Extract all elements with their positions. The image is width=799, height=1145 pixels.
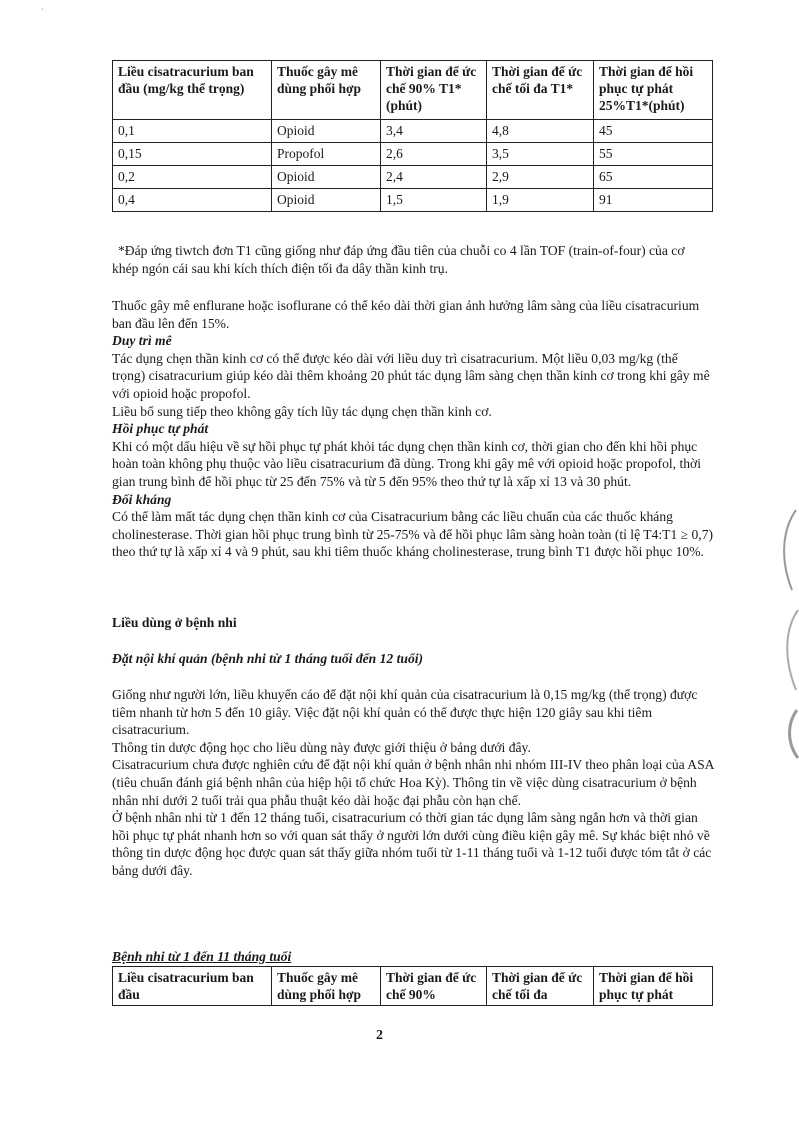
table-row [113,143,713,166]
table-cell: 0,1 [113,120,272,143]
footnote-block [112,242,714,277]
paragraph: Thông tin dược động học cho liều dùng này được giới thiệu ở bảng dưới đây. [112,739,531,755]
table-header-cell: Thời gian để ức chế tối đa [487,967,594,1006]
paragraph: Thuốc gây mê enflurane hoặc isoflurane có thể kéo dài thời gian ảnh hưởng lâm sàng của liều cisatracurium ban đầu lên đến 15%. [112,298,700,331]
table-header-cell: Thời gian để hồi phục tự phát [594,967,713,1006]
section-heading: Đối kháng [112,491,172,507]
paragraph: Khi có một dấu hiệu về sự hồi phục tự phát khỏi tác dụng chẹn thần kinh cơ, thời gian cho đến khi hồi phục hoàn toàn không phụ thuộc vào liều cisatracurium đã dùng. Trong khi gây mê với opioid hoặc propofol, thời gian trung bình để hồi phục từ 25 đến 75% và từ 5 đến 95% theo thứ tự là xấp xỉ 13 và 30 phút. [112,438,701,489]
table-cell: 2,9 [487,166,594,189]
table-cell: Opioid [272,166,381,189]
table-header-cell: Thời gian để hồi phục tự phát 25%T1*(phút) [594,61,713,120]
dosage-table [112,60,713,212]
scan-speck: ˙ [40,8,45,19]
pediatric-heading-block [112,614,714,632]
table-caption: Bệnh nhi từ 1 đến 11 tháng tuổi [112,949,292,964]
anesthetic-section [112,297,714,561]
table-cell: 1,9 [487,189,594,212]
section-heading: Hồi phục tự phát [112,421,209,437]
table-header-row [113,967,713,1006]
table-cell: 2,6 [381,143,487,166]
table-header-cell: Liều cisatracurium ban đầu (mg/kg thể trọng) [113,61,272,120]
table-row [113,189,713,212]
page-number: 2 [376,1028,383,1043]
table-cell: 91 [594,189,713,212]
table-cell: Propofol [272,143,381,166]
intubation-heading-block [112,650,714,668]
table-header-cell: Thời gian để ức chế tối đa T1* [487,61,594,120]
table-header-cell: Thuốc gây mê dùng phối hợp [272,967,381,1006]
table-cell: 0,15 [113,143,272,166]
table-cell: Opioid [272,189,381,212]
table-header-cell: Thời gian để ức chế 90% [381,967,487,1006]
paragraph: Tác dụng chẹn thần kinh cơ có thể được kéo dài với liều duy trì cisatracurium. Một liều 0,03 mg/kg (thể trọng) cisatracurium giúp kéo dài thêm khoảng 20 phút tác dụng lâm sàng chẹn thần kinh cơ trong khi gây mê với opioid hoặc propofol. [112,350,710,401]
section-heading: Duy trì mê [112,333,172,349]
table-row [113,120,713,143]
stamp-fragment [770,500,799,760]
table-footnote: *Đáp ứng tiwtch đơn T1 cũng giống như đáp ứng đầu tiên của chuỗi co 4 lần TOF (train-of-four) của cơ khép ngón cái sau khi kích thích điện tối đa dây thần kinh trụ. [112,243,685,276]
table-header-row [113,61,713,120]
table-cell: 2,4 [381,166,487,189]
table-header-cell: Thời gian để ức chế 90% T1* (phút) [381,61,487,120]
paragraph: Cisatracurium chưa được nghiên cứu để đặt nội khí quản ở bệnh nhân nhi nhóm III-IV theo phân loại của ASA (tiêu chuẩn đánh giá bệnh nhân của hiệp hội tổ chức Hoa Kỳ). Thông tin về việc dùng cisatracurium ở bệnh nhân nhi dưới 2 tuổi trải qua phẫu thuật kéo dài hoặc đại phẫu còn hạn chế. [112,757,714,808]
table-header-cell: Thuốc gây mê dùng phối hợp [272,61,381,120]
table-cell: 0,4 [113,189,272,212]
table-cell: 3,4 [381,120,487,143]
table-cell: 45 [594,120,713,143]
paragraph: Giống như người lớn, liều khuyến cáo để đặt nội khí quản của cisatracurium là 0,15 mg/kg (thể trọng) được tiêm nhanh từ hơn 5 đến 10 giây. Việc đặt nội khí quản có thể được thực hiện 120 giây sau khi tiêm cisatracurium. [112,687,698,738]
table-cell: 0,2 [113,166,272,189]
table-row [113,166,713,189]
table2-caption-block [112,948,714,966]
table-cell: Opioid [272,120,381,143]
table-cell: 3,5 [487,143,594,166]
table-cell: 1,5 [381,189,487,212]
paragraph: Có thể làm mất tác dụng chẹn thần kinh cơ của Cisatracurium bằng các liều chuẩn của các thuốc kháng cholinesterase. Thời gian hồi phục trung bình từ 25-75% và để hồi phục lâm sàng hoàn toàn (tỉ lệ T4:T1 ≥ 0,7) theo thứ tự là xấp xỉ 4 và 9 phút, sau khi tiêm thuốc kháng cholinesterase, trung bình T1 được hồi phục 10%. [112,509,714,560]
table-header-cell: Liều cisatracurium ban đầu [113,967,272,1006]
pediatric-table [112,966,713,1006]
table-cell: 55 [594,143,713,166]
paragraph: Liều bổ sung tiếp theo không gây tích lũy tác dụng chẹn thần kinh cơ. [112,403,492,419]
table-cell: 4,8 [487,120,594,143]
section-heading: Liều dùng ở bệnh nhi [112,615,237,630]
subsection-heading: Đặt nội khí quản (bệnh nhi từ 1 tháng tuổi đến 12 tuổi) [112,651,424,666]
table-cell: 65 [594,166,713,189]
paragraph: Ở bệnh nhân nhi từ 1 đến 12 tháng tuổi, cisatracurium có thời gian tác dụng lâm sàng ngắn hơn và thời gian hồi phục tự phát nhanh hơn so với quan sát thấy ở người lớn dưới cùng điều kiện gây mê. Sự khác biệt nhỏ về thông tin dược động học được quan sát thấy giữa nhóm tuổi từ 1-11 tháng tuổi và 1-12 tuổi được tóm tắt ở các bảng dưới đây. [112,810,712,878]
pediatric-section [112,686,714,880]
